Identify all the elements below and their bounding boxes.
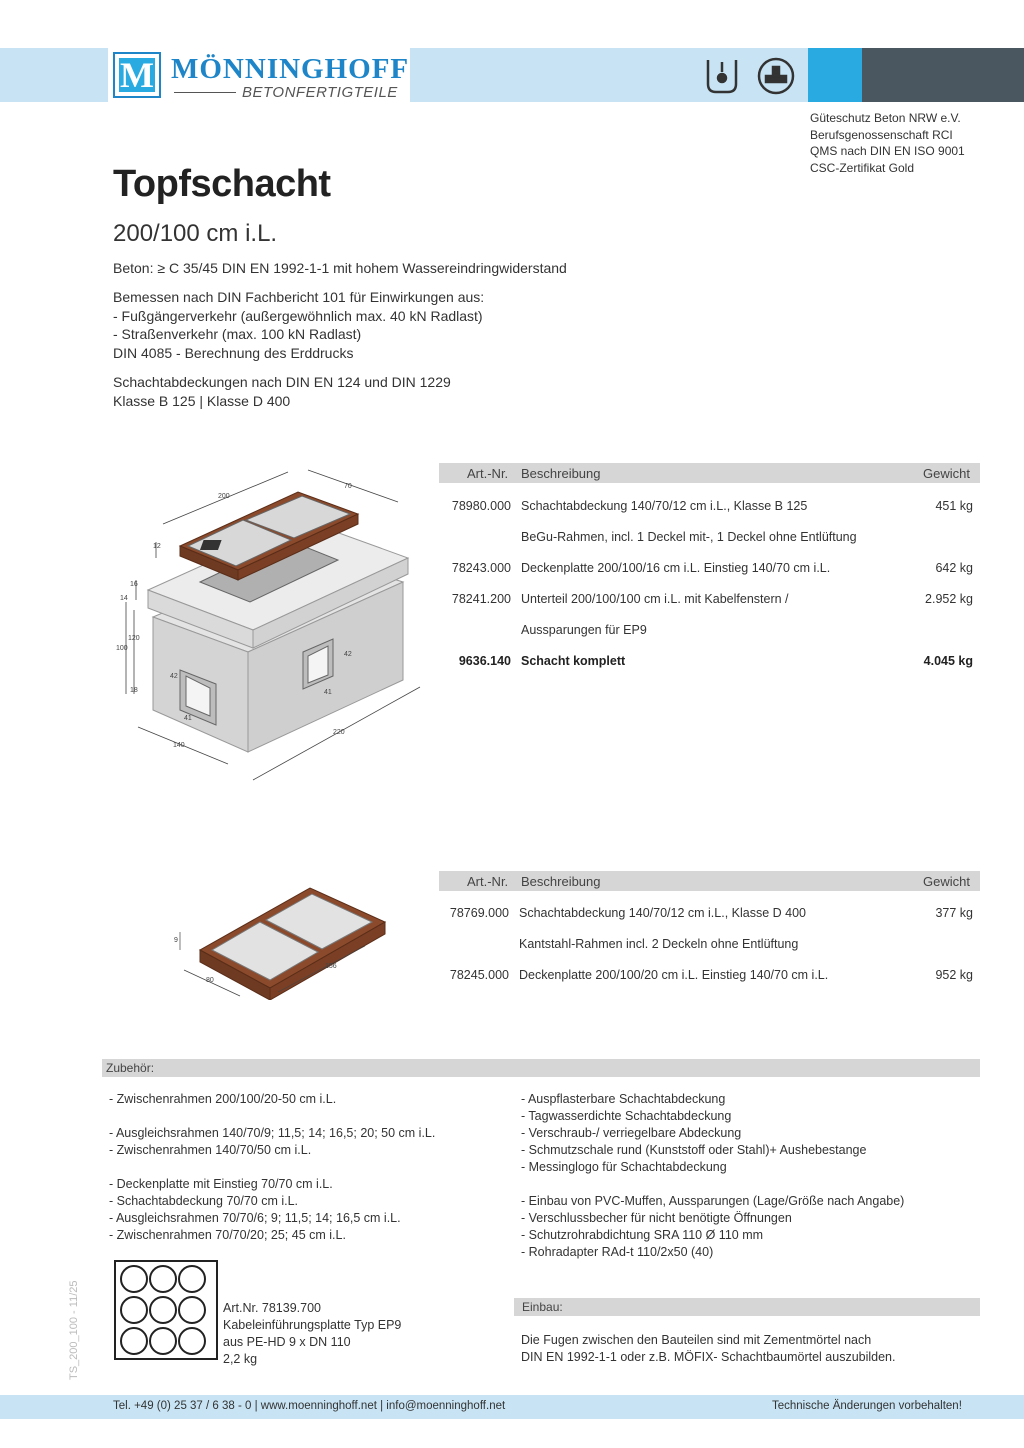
table1-header: Art.-Nr. Beschreibung Gewicht: [439, 463, 980, 483]
table2-body: [439, 906, 973, 999]
dim-label: 18: [130, 687, 138, 694]
dim-label: 140: [173, 742, 185, 749]
table-row-total: 9636.140 Schacht komplett 4.045 kg: [458, 654, 973, 668]
shaft-drawing: [108, 462, 428, 787]
cert-line: CSC-Zertifikat Gold: [810, 160, 915, 175]
beton-spec: Beton: ≥ C 35/45 DIN EN 1992-1-1 mit hohem Wassereindringwiderstand: [113, 260, 567, 276]
ep9-info: Art.Nr. 78139.700 Kabeleinführungsplatte Typ EP9 aus PE-HD 9 x DN 110 2,2 kg: [223, 1301, 402, 1366]
page-subtitle: 200/100 cm i.L.: [113, 220, 278, 247]
frame-drawing: [160, 870, 392, 1000]
dim-label: 70: [344, 483, 352, 490]
einbau-header: Einbau:: [514, 1298, 980, 1316]
brand-subtitle: BETONFERTIGTEILE: [242, 84, 398, 101]
page-title: Topfschacht: [113, 163, 331, 205]
dim-label: 14: [120, 595, 128, 602]
dim-label: 42: [170, 673, 178, 680]
certification-list: [810, 110, 965, 176]
certification-icons: [700, 54, 802, 98]
document-code: TS_200_100 - 11/25: [68, 1280, 80, 1380]
logo-mark: M: [113, 52, 161, 98]
table2-header: Art.-Nr. Beschreibung Gewicht: [439, 871, 980, 891]
dim-label: 12: [153, 543, 161, 550]
table-row: Kantstahl-Rahmen incl. 2 Deckeln ohne Entlüftung: [519, 937, 799, 951]
zubehoer-header: Zubehör:: [102, 1059, 980, 1077]
weight-icon: [759, 59, 793, 93]
zubehoer-list-right: - Auspflasterbare Schachtabdeckung - Tagwasserdichte Schachtabdeckung - Verschraub-/ verriegelbare Abdeckung - Schmutzschale rund (Kunststoff oder Stahl)+ Aushebestange - Messinglogo für Schachtabdeckung - Einbau von PVC-Muffen, Aussparungen (Lage/Größe nach Angabe) - Verschlussbecher für nicht benötigte Öffnungen - Schutzrohrabdichtung SRA 110 Ø 110 mm - Rohradapter RAd-t 110/2x50 (40): [521, 1092, 905, 1259]
dim-label: 16: [130, 581, 138, 588]
cert-line: QMS nach DIN EN ISO 9001: [810, 144, 965, 158]
abdeckungen-spec: Schachtabdeckungen nach DIN EN 124 und DIN 1229 Klasse B 125 | Klasse D 400: [113, 374, 451, 409]
table-row: Aussparungen für EP9: [521, 623, 647, 637]
quality-seal-icon: [708, 60, 736, 92]
dim-label: 9: [174, 937, 178, 944]
table1-body: [439, 499, 973, 685]
zubehoer-list-left: - Zwischenrahmen 200/100/20-50 cm i.L. - Ausgleichsrahmen 140/70/9; 11,5; 14; 16,5; 20; 50 cm i.L. - Zwischenrahmen 140/70/50 cm i.L. - Deckenplatte mit Einstieg 70/70 cm i.L. - Schachtabdeckung 70/70 cm i.L. - Ausgleichsrahmen 70/70/6; 9; 11,5; 14; 16,5 cm i.L. - Zwischenrahmen 70/70/20; 25; 45 cm i.L.: [109, 1092, 436, 1242]
brand-line: [174, 92, 236, 93]
table-row: 78241.200 Unterteil 200/100/100 cm i.L. mit Kabelfenstern / 2.952 kg: [451, 592, 973, 606]
table-row: 78980.000 Schachtabdeckung 140/70/12 cm i.L., Klasse B 125 451 kg: [451, 499, 973, 513]
ep9-plate-drawing: [112, 1258, 220, 1362]
dim-label: 41: [324, 689, 332, 696]
dim-label: 42: [344, 651, 352, 658]
header-accent-blue: [808, 48, 862, 102]
footer-contact: Tel. +49 (0) 25 37 / 6 38 - 0 | www.moenninghoff.net | info@moenninghoff.net: [113, 1400, 506, 1412]
table-row: 78769.000 Schachtabdeckung 140/70/12 cm i.L., Klasse D 400 377 kg: [449, 906, 973, 920]
dim-label: 120: [128, 635, 140, 642]
table-row: BeGu-Rahmen, incl. 1 Deckel mit-, 1 Deckel ohne Entlüftung: [521, 530, 857, 544]
dim-label: 80: [206, 977, 214, 984]
brand-name: MÖNNINGHOFF: [171, 53, 410, 85]
bemessen-spec: Bemessen nach DIN Fachbericht 101 für Einwirkungen aus: - Fußgängerverkehr (außergewöhnlich max. 40 kN Radlast) - Straßenverkehr (max. 100 kN Radlast) DIN 4085 - Berechnung des Erddrucks: [113, 289, 485, 361]
table-row: 78243.000 Deckenplatte 200/100/16 cm i.L. Einstieg 140/70 cm i.L. 642 kg: [451, 561, 973, 575]
header-accent-dark: [862, 48, 1024, 102]
footer-note: Technische Änderungen vorbehalten!: [772, 1400, 962, 1412]
dim-label: 41: [184, 715, 192, 722]
cert-line: Berufsgenossenschaft RCI: [810, 127, 953, 142]
cert-line: Güteschutz Beton NRW e.V.: [810, 111, 961, 125]
dim-label: 156: [325, 963, 337, 970]
table-row: 78245.000 Deckenplatte 200/100/20 cm i.L. Einstieg 140/70 cm i.L. 952 kg: [449, 968, 973, 982]
dim-label: 200: [218, 493, 230, 500]
einbau-text: Die Fugen zwischen den Bauteilen sind mit Zementmörtel nach DIN EN 1992-1-1 oder z.B. MÖFIX- Schachtbaumörtel auszubilden.: [521, 1333, 896, 1364]
dim-label: 100: [116, 645, 128, 652]
dim-label: 220: [333, 729, 345, 736]
